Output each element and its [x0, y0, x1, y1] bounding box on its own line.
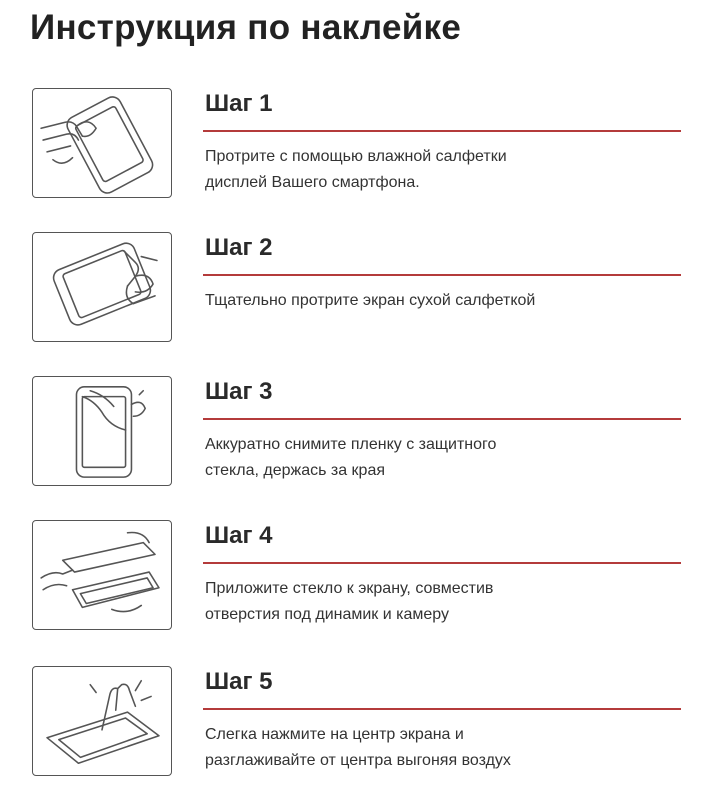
step-2	[0, 232, 720, 362]
step-2-illustration	[32, 232, 172, 342]
step-5-text: Слегка нажмите на центр экрана и разглаживайте от центра выгоняя воздух	[205, 726, 511, 769]
step-4-text: Приложите стекло к экрану, совместив отверстия под динамик и камеру	[205, 580, 494, 623]
step-3-heading: Шаг 3	[205, 378, 273, 405]
step-3-divider	[203, 418, 681, 420]
step-5-illustration	[32, 666, 172, 776]
step-3-text: Аккуратно снимите пленку с защитного стекла, держась за края	[205, 436, 497, 479]
step-5	[0, 666, 720, 796]
step-1-heading: Шаг 1	[205, 90, 273, 117]
step-5-divider	[203, 708, 681, 710]
wipe-wet-icon	[33, 89, 171, 197]
step-3-illustration	[32, 376, 172, 486]
press-center-icon	[33, 667, 171, 775]
peel-film-icon	[33, 377, 171, 485]
step-3	[0, 376, 720, 506]
step-1-text: Протрите с помощью влажной салфетки дисплей Вашего смартфона.	[205, 148, 507, 191]
step-1-illustration	[32, 88, 172, 198]
page-title: Инструкция по наклейке	[30, 8, 462, 47]
step-1-divider	[203, 130, 681, 132]
step-2-heading: Шаг 2	[205, 234, 273, 261]
step-4	[0, 520, 720, 650]
step-2-text: Тщательно протрите экран сухой салфеткой	[205, 292, 536, 309]
step-4-heading: Шаг 4	[205, 522, 273, 549]
step-2-divider	[203, 274, 681, 276]
step-4-divider	[203, 562, 681, 564]
step-4-illustration	[32, 520, 172, 630]
align-glass-icon	[33, 521, 171, 629]
step-1	[0, 88, 720, 218]
step-5-heading: Шаг 5	[205, 668, 273, 695]
wipe-dry-icon	[33, 233, 171, 341]
